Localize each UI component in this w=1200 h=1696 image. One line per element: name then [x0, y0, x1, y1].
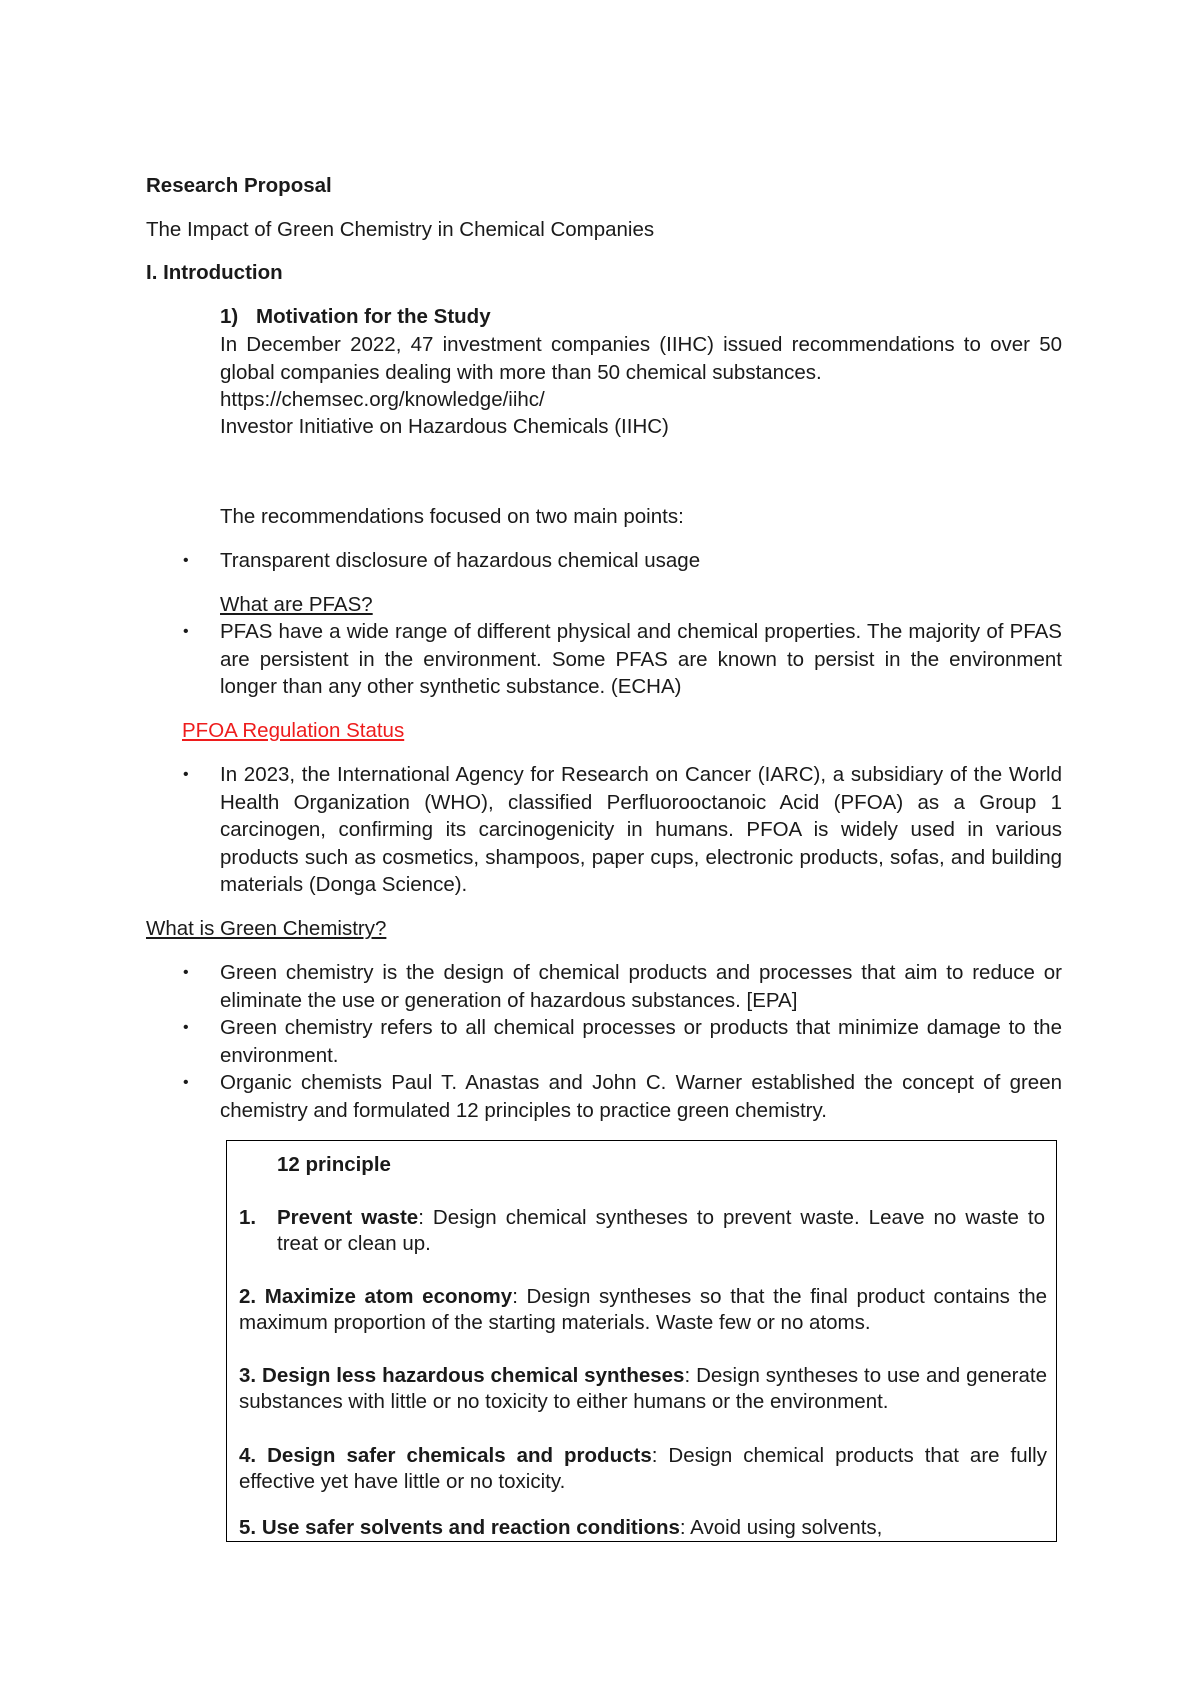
principle-number: 1. — [239, 1206, 257, 1229]
principle-title: Design safer chemicals and products — [267, 1444, 652, 1467]
principle-desc: : Design chemical syntheses to prevent waste. Leave no waste to treat or clean up. — [277, 1206, 1045, 1255]
doc-subtitle: The Impact of Green Chemistry in Chemical Companies — [146, 218, 655, 241]
pfoa-text: In 2023, the International Agency for Research on Cancer (IARC), a subsidiary of the World Health Organization (WHO), classified Perfluorooctanoic Acid (PFOA) as a Group 1 carcinogen, confirming its carcinogenicity in humans. PFOA is widely used in various products such as cosmetics, shampoos, paper cups, electronic products, sofas, and building materials (Donga Science). — [220, 763, 1062, 896]
pfoa-heading: PFOA Regulation Status — [182, 719, 405, 742]
bullet-glyph: • — [183, 964, 189, 981]
principle-desc: : Avoid using solvents, — [679, 1516, 883, 1539]
source-url[interactable]: https://chemsec.org/knowledge/iihc/ — [220, 388, 545, 411]
bullet-disclosure: Transparent disclosure of hazardous chemical usage — [220, 549, 701, 572]
bullet-glyph: • — [183, 1019, 189, 1036]
principle-item — [277, 1205, 1045, 1257]
pfas-heading: What are PFAS? — [220, 593, 373, 616]
doc-title: Research Proposal — [146, 174, 332, 197]
principle-desc: : Design chemical products that are fully effective yet have little or no toxicity. — [239, 1444, 1047, 1493]
principle-title: Maximize atom economy — [264, 1285, 513, 1308]
principles-heading: 12 principle — [277, 1153, 391, 1176]
principles-box — [226, 1140, 1057, 1542]
principle-number: 5. — [239, 1516, 257, 1539]
motivation-heading: Motivation for the Study — [256, 305, 491, 328]
principle-desc: : Design syntheses so that the final product contains the maximum proportion of the starting materials. Waste few or no atoms. — [239, 1285, 1047, 1334]
bullet-glyph: • — [183, 766, 189, 783]
principle-number: 2. — [239, 1285, 257, 1308]
motivation-text: In December 2022, 47 investment companies (IIHC) issued recommendations to over 50 global companies dealing with more than 50 chemical substances. — [220, 333, 1062, 384]
principle-item — [239, 1363, 1047, 1415]
principle-item — [239, 1284, 1047, 1336]
green-bullet: Green chemistry is the design of chemical products and processes that aim to reduce or eliminate the use or generation of hazardous substances. [EPA] — [220, 961, 1062, 1012]
bullet-glyph: • — [183, 1074, 189, 1091]
section-heading-introduction: I. Introduction — [146, 261, 283, 284]
principle-item — [239, 1515, 1047, 1541]
principle-number: 3. — [239, 1364, 257, 1387]
bullet-glyph: • — [183, 552, 189, 569]
green-bullet: Organic chemists Paul T. Anastas and John C. Warner established the concept of green chemistry and formulated 12 principles to practice green chemistry. — [220, 1071, 1062, 1122]
bullet-glyph: • — [183, 623, 189, 640]
principle-number: 4. — [239, 1444, 257, 1467]
principle-desc: : Design syntheses to use and generate substances with little or no toxicity to either humans or the environment. — [239, 1364, 1048, 1413]
motivation-number: 1) — [220, 305, 239, 328]
principle-title: Design less hazardous chemical syntheses — [262, 1364, 685, 1387]
pfas-text: PFAS have a wide range of different physical and chemical properties. The majority of PFAS are persistent in the environment. Some PFAS are known to persist in the environment longer than any other synthetic substance. (ECHA) — [220, 620, 1062, 698]
principle-title: Use safer solvents and reaction conditions — [261, 1516, 680, 1539]
recommendations-intro: The recommendations focused on two main points: — [220, 505, 684, 528]
green-bullet: Green chemistry refers to all chemical processes or products that minimize damage to the environment. — [220, 1016, 1062, 1067]
green-chemistry-heading: What is Green Chemistry? — [146, 917, 387, 940]
principle-title: Prevent waste — [277, 1206, 419, 1229]
source-name: Investor Initiative on Hazardous Chemicals (IIHC) — [220, 415, 669, 438]
principle-item — [239, 1443, 1047, 1495]
